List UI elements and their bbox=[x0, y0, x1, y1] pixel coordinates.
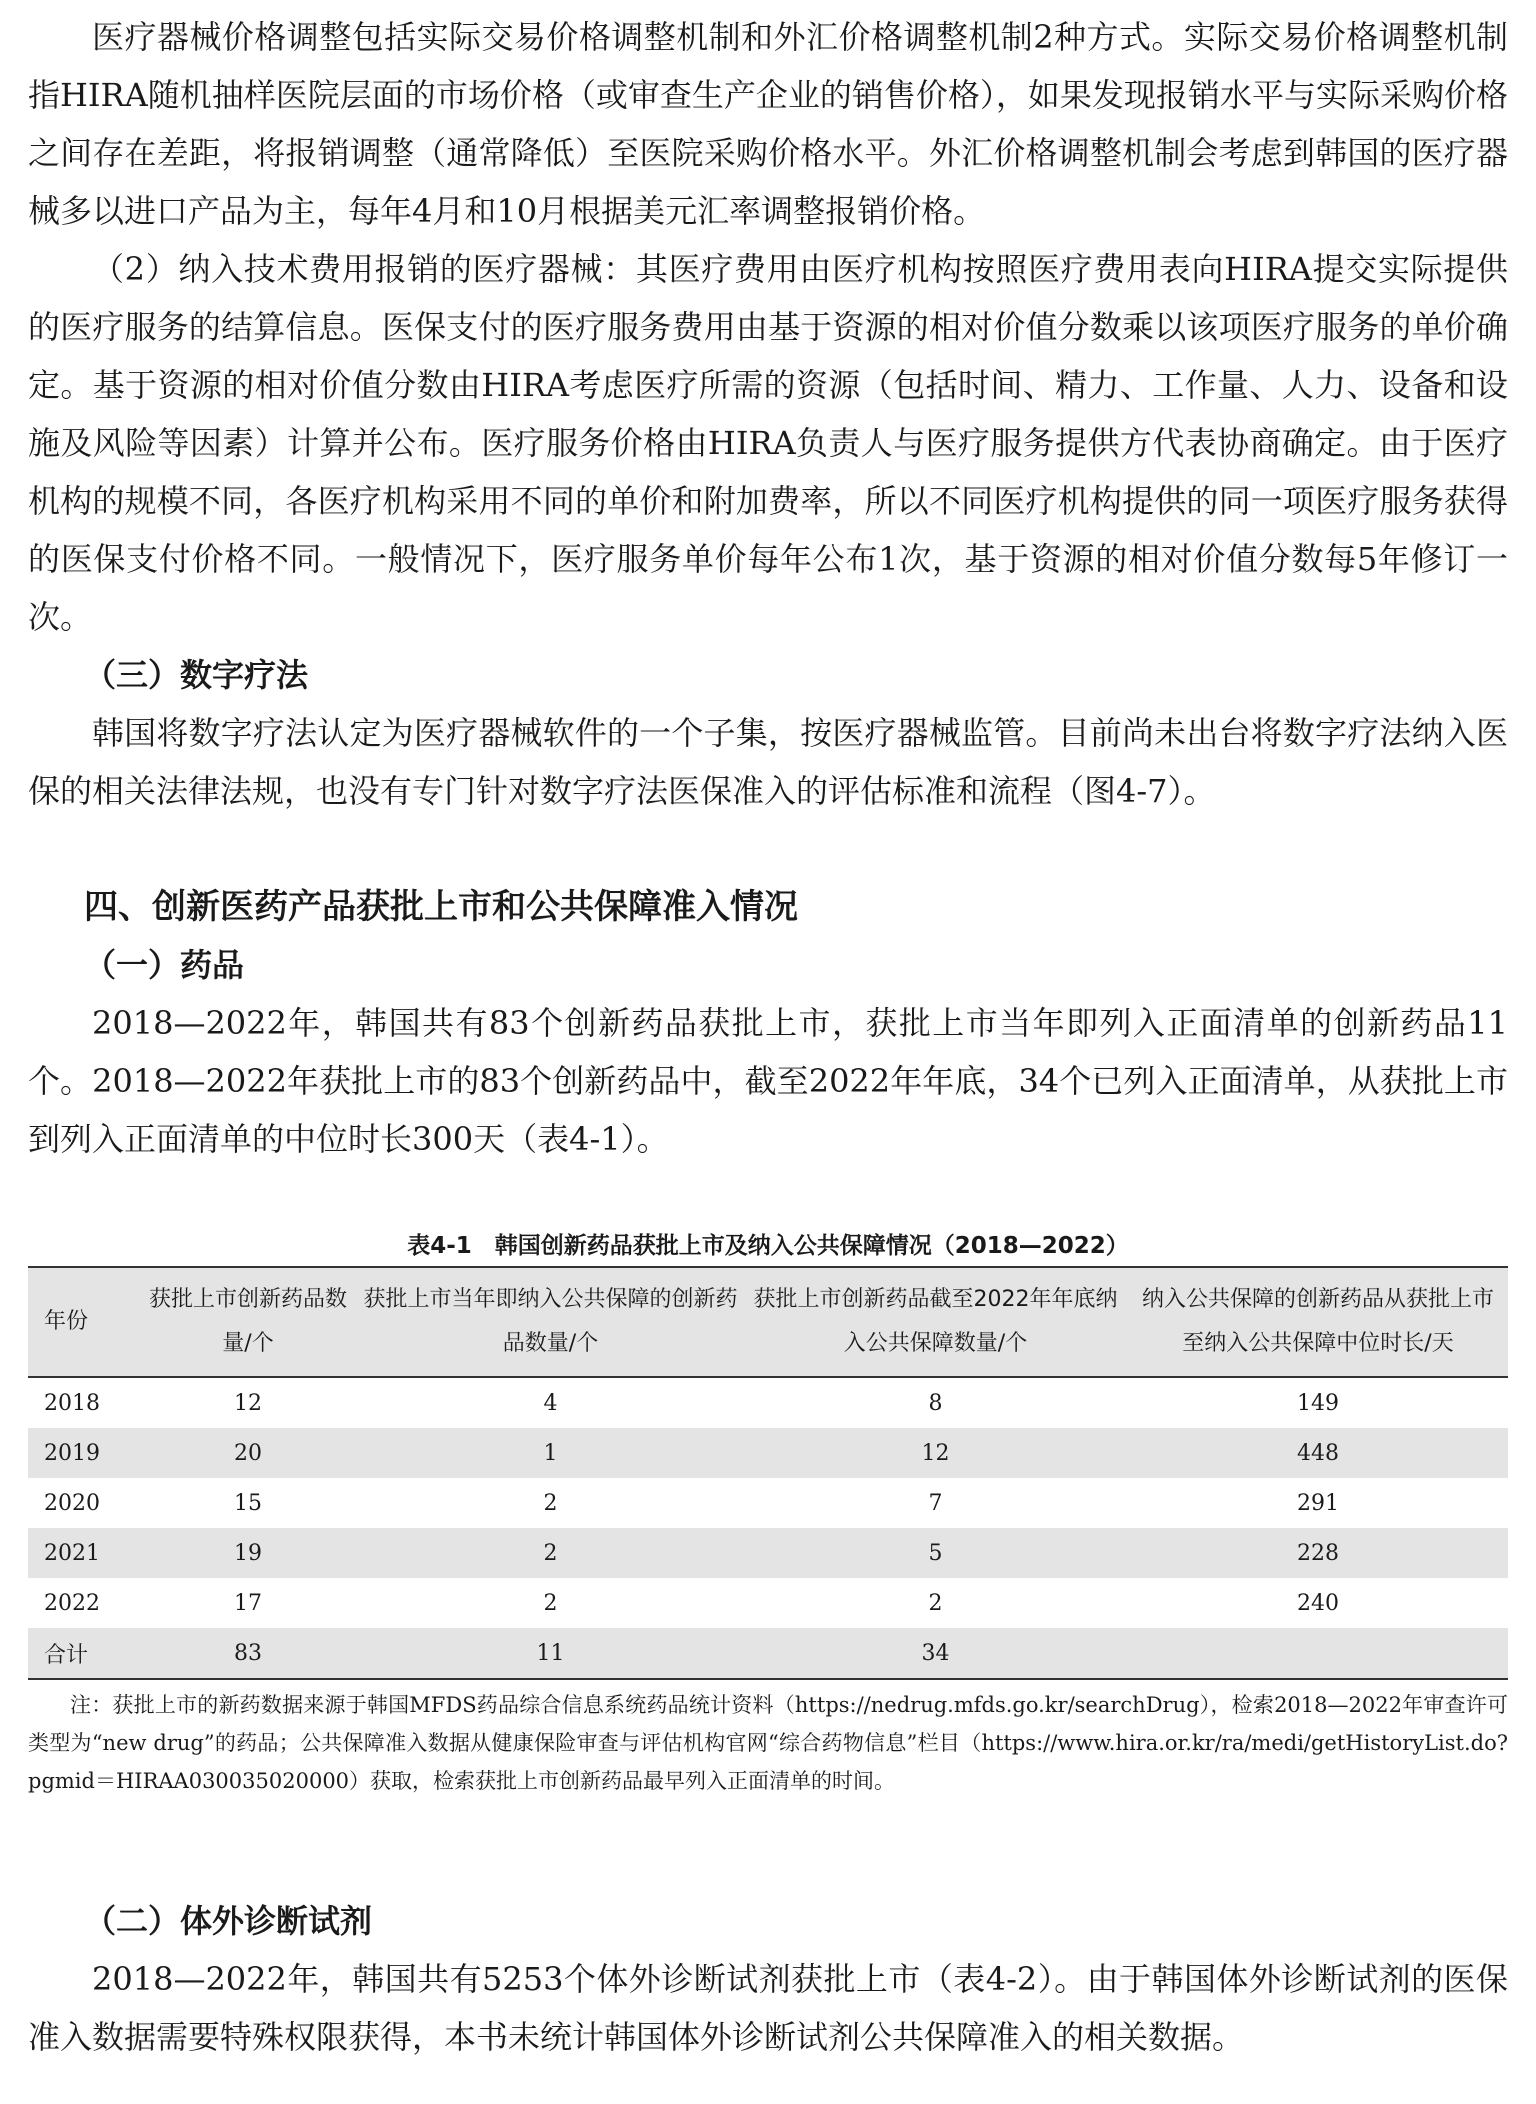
table-header-row bbox=[28, 1267, 1508, 1377]
part4-block bbox=[28, 878, 1508, 1168]
paragraph-ivd: 2018—2022年，韩国共有5253个体外诊断试剂获批上市（表4-2）。由于韩国体外诊断试剂的医保准入数据需要特殊权限获得，本书未统计韩国体外诊断试剂公共保障准入的相关数据。 bbox=[28, 1960, 1508, 2056]
cell-year: 2019 bbox=[44, 1440, 100, 1466]
cell-same-year: 2 bbox=[543, 1490, 558, 1516]
paragraph-drugs: 2018—2022年，韩国共有83个创新药品获批上市，获批上市当年即列入正面清单的创新药品11个。2018—2022年获批上市的83个创新药品中，截至2022年年底，34个已列入正面清单，从获批上市到列入正面清单的中位时长300天（表4-1）。 bbox=[28, 1004, 1508, 1158]
header-approved-count: 获批上市创新药品数量/个 bbox=[138, 1267, 358, 1377]
cell-same-year: 2 bbox=[543, 1540, 558, 1566]
part-heading-innovative-products: 四、创新医药产品获批上市和公共保障准入情况 bbox=[84, 887, 798, 927]
cell-median: 448 bbox=[1297, 1440, 1339, 1466]
cell-median: 149 bbox=[1297, 1390, 1339, 1416]
subsection-heading-ivd: （二）体外诊断试剂 bbox=[84, 1902, 373, 1940]
header-coverage-by-2022: 获批上市创新药品截至2022年年底纳入公共保障数量/个 bbox=[743, 1267, 1128, 1377]
cell-by-2022: 2 bbox=[928, 1590, 943, 1616]
cell-by-2022: 34 bbox=[743, 1628, 1128, 1679]
cell-year: 2020 bbox=[44, 1490, 100, 1516]
cell-same-year: 4 bbox=[543, 1390, 558, 1416]
header-median-duration: 纳入公共保障的创新药品从获批上市至纳入公共保障中位时长/天 bbox=[1128, 1267, 1508, 1377]
top-text-block bbox=[28, 8, 1508, 820]
cell-same-year: 11 bbox=[358, 1628, 743, 1679]
cell-median bbox=[1128, 1628, 1508, 1679]
header-year: 年份 bbox=[28, 1267, 138, 1377]
subsection-heading-drugs: （一）药品 bbox=[84, 946, 245, 984]
cell-approved: 12 bbox=[234, 1390, 262, 1416]
cell-approved: 17 bbox=[234, 1590, 262, 1616]
cell-approved: 15 bbox=[234, 1490, 262, 1516]
table-row bbox=[28, 1528, 1508, 1578]
paragraph-technical-fee: （2）纳入技术费用报销的医疗器械：其医疗费用由医疗机构按照医疗费用表向HIRA提交实际提供的医疗服务的结算信息。医保支付的医疗服务费用由基于资源的相对价值分数乘以该项医疗服务的单价确定。基于资源的相对价值分数由HIRA考虑医疗所需的资源（包括时间、精力、工作量、人力、设备和设施及风险等因素）计算并公布。医疗服务价格由HIRA负责人与医疗服务提供方代表协商确定。由于医疗机构的规模不同，各医疗机构采用不同的单价和附加费率，所以不同医疗机构提供的同一项医疗服务获得的医保支付价格不同。一般情况下，医疗服务单价每年公布1次，基于资源的相对价值分数每5年修订一次。 bbox=[28, 250, 1508, 636]
table-note: 注：获批上市的新药数据来源于韩国MFDS药品综合信息系统药品统计资料（https://nedrug.mfds.go.kr/searchDrug），检索2018—2022年审查许可类型为“new drug”的药品；公共保障准入数据从健康保险审查与评估机构官网“综合药物信息”栏目（https://www.hira.or.kr/ra/medi/getHistoryList.do?pgmid＝HIRAA030035020000）获取，检索获批上市创新药品最早列入正面清单的时间。 bbox=[28, 1693, 1508, 1793]
cell-median: 240 bbox=[1297, 1590, 1339, 1616]
cell-year: 2018 bbox=[44, 1390, 100, 1416]
paragraph-digital-therapy: 韩国将数字疗法认定为医疗器械软件的一个子集，按医疗器械监管。目前尚未出台将数字疗法纳入医保的相关法律法规，也没有专门针对数字疗法医保准入的评估标准和流程（图4-7）。 bbox=[28, 714, 1508, 810]
section-heading-digital-therapy: （三）数字疗法 bbox=[84, 656, 309, 694]
cell-approved: 83 bbox=[138, 1628, 358, 1679]
paragraph-price-adjustment: 医疗器械价格调整包括实际交易价格调整机制和外汇价格调整机制2种方式。实际交易价格调整机制指HIRA随机抽样医院层面的市场价格（或审查生产企业的销售价格），如果发现报销水平与实际采购价格之间存在差距，将报销调整（通常降低）至医院采购价格水平。外汇价格调整机制会考虑到韩国的医疗器械多以进口产品为主，每年4月和10月根据美元汇率调整报销价格。 bbox=[28, 18, 1508, 230]
cell-same-year: 2 bbox=[543, 1590, 558, 1616]
cell-year: 2021 bbox=[44, 1540, 100, 1566]
table-block bbox=[28, 1226, 1508, 1800]
table-row bbox=[28, 1377, 1508, 1428]
cell-approved: 19 bbox=[234, 1540, 262, 1566]
ivd-block bbox=[28, 1892, 1508, 2066]
cell-by-2022: 7 bbox=[928, 1490, 943, 1516]
cell-year: 2022 bbox=[44, 1590, 100, 1616]
cell-median: 291 bbox=[1297, 1490, 1339, 1516]
table-caption: 表4-1 韩国创新药品获批上市及纳入公共保障情况（2018—2022） bbox=[407, 1233, 1129, 1259]
cell-by-2022: 8 bbox=[928, 1390, 943, 1416]
cell-same-year: 1 bbox=[543, 1440, 558, 1466]
table-row-total bbox=[28, 1628, 1508, 1679]
cell-by-2022: 12 bbox=[921, 1440, 950, 1466]
table-row bbox=[28, 1578, 1508, 1628]
cell-approved: 20 bbox=[234, 1440, 262, 1466]
cell-median: 228 bbox=[1297, 1540, 1339, 1566]
header-same-year-coverage: 获批上市当年即纳入公共保障的创新药品数量/个 bbox=[358, 1267, 743, 1377]
cell-year: 合计 bbox=[28, 1628, 138, 1679]
table-row bbox=[28, 1428, 1508, 1478]
cell-by-2022: 5 bbox=[928, 1540, 943, 1566]
table-row bbox=[28, 1478, 1508, 1528]
drug-approval-table bbox=[28, 1266, 1508, 1680]
